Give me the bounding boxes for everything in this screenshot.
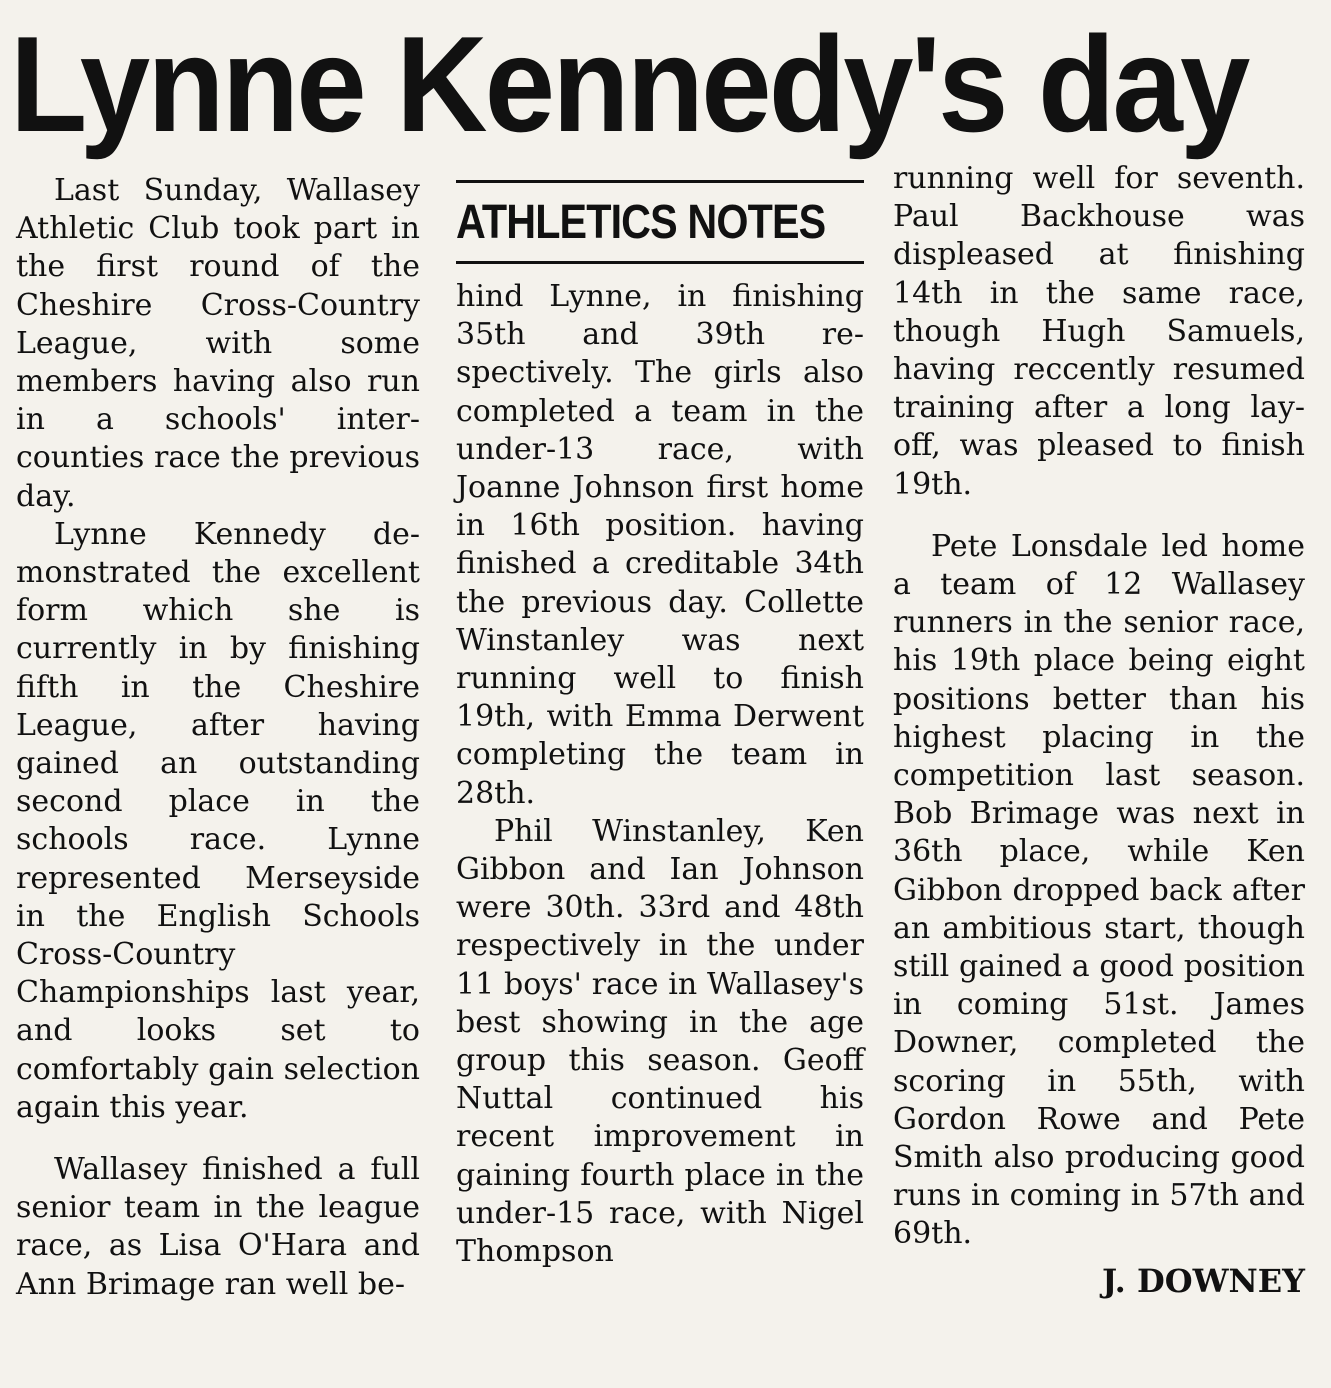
paragraph: running well for seventh. Paul Backhouse was displeased at finishing 14th in the same race, though Hugh Samuels, having reccently resumed training after a long lay-off, was pleased to finish 19th. [893, 161, 1305, 502]
paragraph: Phil Winstanley, Ken Gibbon and Ian Johnson were 30th. 33rd and 48th respectively in the under 11 boys' race in Wallasey's best showing in the age group this season. Geoff Nuttal continued his recent improvement in gaining fourth place in the under-15 race, with Nigel Thompson [456, 813, 864, 1270]
article-column-1 [16, 172, 420, 1304]
section-rule-top [456, 180, 864, 183]
paragraph: Wallasey finished a full senior team in the league race, as Lisa O'Hara and Ann Brimage ran well be- [16, 1152, 420, 1302]
byline: J. DOWNEY [1102, 1261, 1305, 1300]
section-title: ATHLETICS NOTES [456, 196, 826, 249]
article-column-2 [456, 172, 864, 1271]
section-rule-bottom [456, 261, 864, 264]
paragraph: Last Sunday, Wallasey Athletic Club took part in the first round of the Cheshire Cross-Country League, with some members having also run in a schools' inter-counties race the previous day. [16, 173, 420, 514]
headline: Lynne Kennedy's day [10, 8, 1248, 160]
paragraph: Pete Lonsdale led home a team of 12 Wallasey runners in the senior race, his 19th place being eight positions better than his highest placing in the competition last season. Bob Brimage was next in 36th place, while Ken Gibbon dropped back after an ambitious start, though still gained a good position in coming 51st. James Downer, completed the scoring in 55th, with Gordon Rowe and Pete Smith also producing good runs in coming in 57th and 69th. [893, 528, 1305, 1252]
paragraph: Lynne Kennedy demonstrated the excellent form which she is currently in by finishing fifth in the Cheshire League, after having gained an outstanding second place in the schools race. Lynne represented Merseyside in the English Schools Cross-Country Championships last year, and looks set to comfortably gain selection again this year. [16, 516, 420, 1125]
article-column-3 [893, 160, 1305, 1300]
paragraph: hind Lynne, in finishing 35th and 39th respectively. The girls also completed a team in the under-13 race, with Joanne Johnson first home in 16th position. having finished a creditable 34th the previous day. Collette Winstanley was next running well to finish 19th, with Emma Derwent completing the team in 28th. [456, 279, 864, 811]
